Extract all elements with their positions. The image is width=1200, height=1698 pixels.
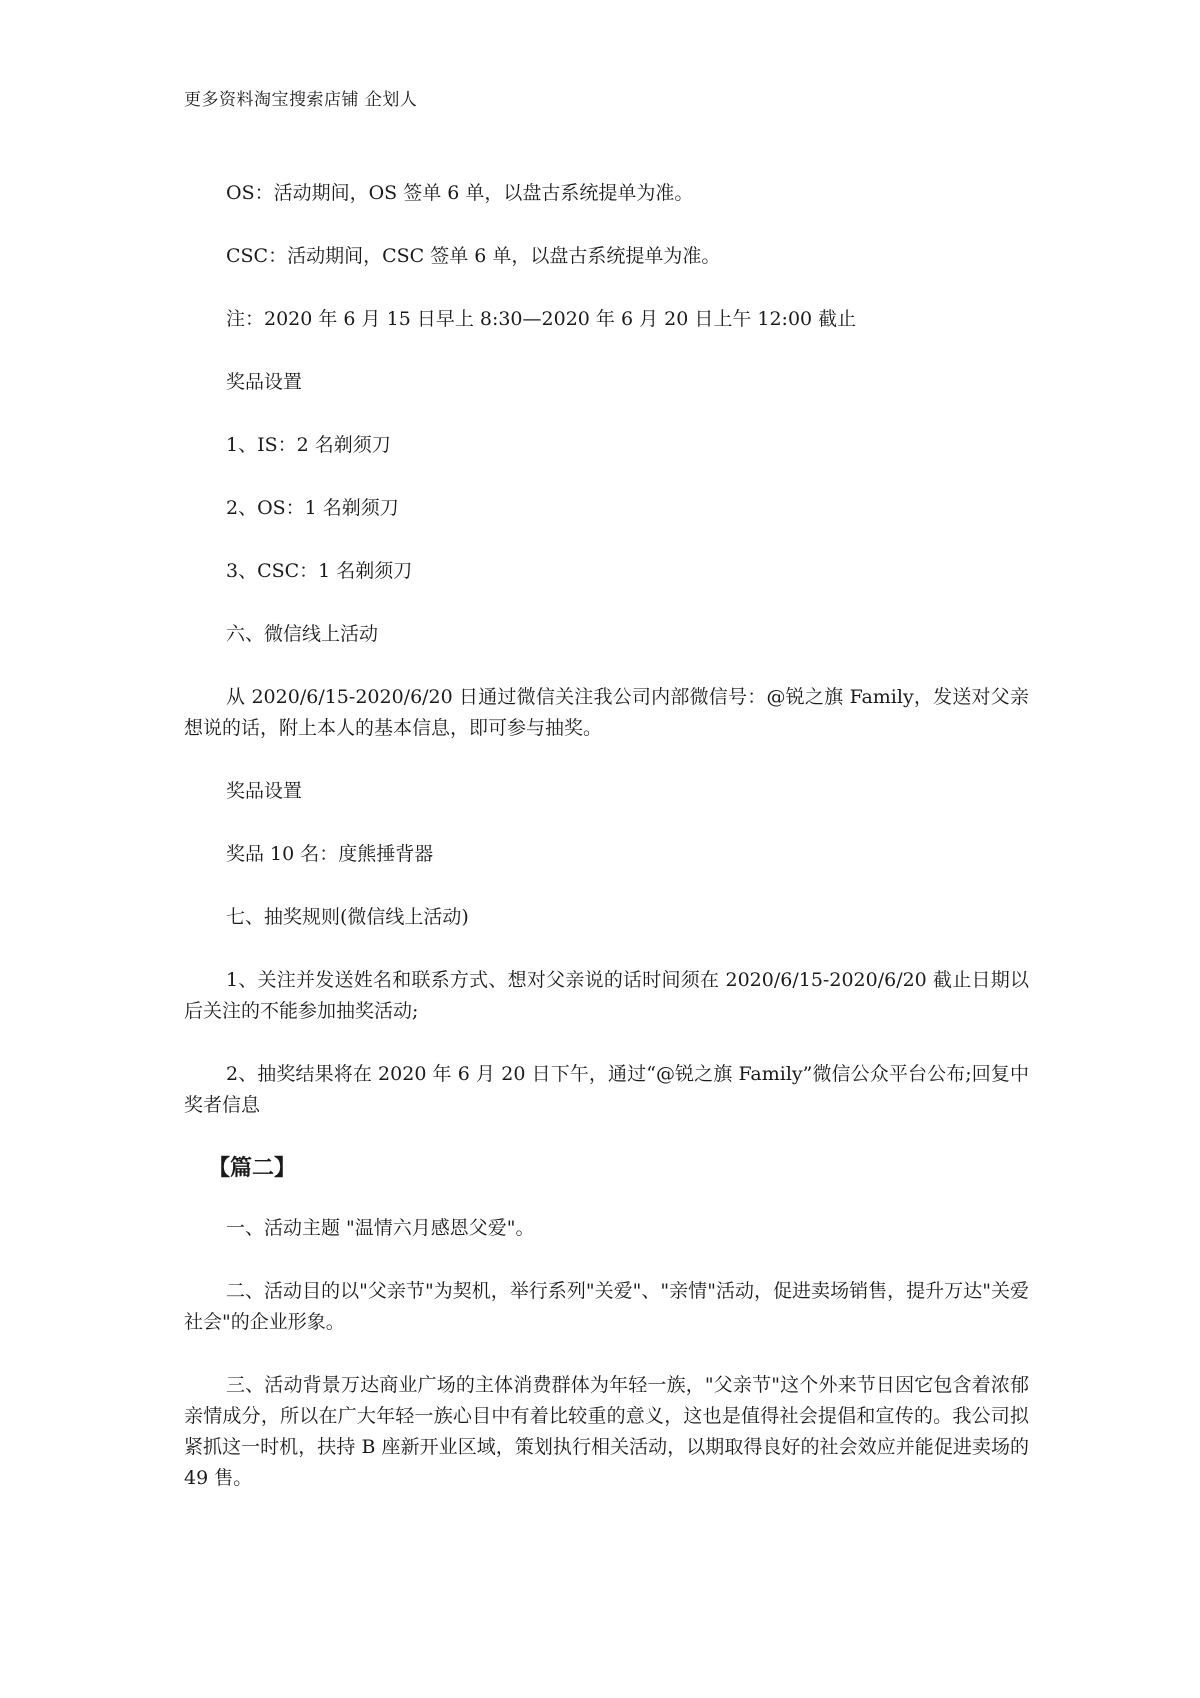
paragraph: 3、CSC：1 名剃须刀: [226, 560, 413, 582]
paragraph: OS：活动期间，OS 签单 6 单，以盘古系统提单为准。: [226, 182, 694, 204]
paragraph: 奖品设置: [226, 780, 303, 802]
page-header: 更多资料淘宝搜索店铺 企划人: [184, 90, 418, 110]
document-body: [184, 178, 1029, 1526]
paragraph: 七、抽奖规则(微信线上活动): [226, 906, 469, 928]
paragraph: 1、IS：2 名剃须刀: [226, 434, 391, 456]
paragraph: 奖品 10 名：度熊捶背器: [226, 843, 434, 865]
paragraph: 六、微信线上活动: [226, 623, 379, 645]
paragraph: 2、抽奖结果将在 2020 年 6 月 20 日下午，通过“@锐之旗 Family”微信公众平台公布;回复中奖者信息: [184, 1063, 1029, 1116]
paragraph: 奖品设置: [226, 371, 303, 393]
section-title: 【篇二】: [208, 1156, 297, 1181]
paragraph: 从 2020/6/15-2020/6/20 日通过微信关注我公司内部微信号：@锐之旗 Family，发送对父亲想说的话，附上本人的基本信息，即可参与抽奖。: [184, 686, 1029, 739]
paragraph: 一、活动主题 "温情六月感恩父爱"。: [226, 1217, 535, 1239]
paragraph: 2、OS：1 名剃须刀: [226, 497, 399, 519]
paragraph: 注：2020 年 6 月 15 日早上 8:30—2020 年 6 月 20 日上午 12:00 截止: [226, 308, 857, 330]
paragraph: 二、活动目的以"父亲节"为契机，举行系列"关爱"、"亲情"活动，促进卖场销售，提升万达"关爱社会"的企业形象。: [184, 1280, 1029, 1333]
paragraph: 三、活动背景万达商业广场的主体消费群体为年轻一族，"父亲节"这个外来节日因它包含着浓郁亲情成分，所以在广大年轻一族心目中有着比较重的意义，这也是值得社会提倡和宣传的。我公司拟紧抓这一时机，扶持 B 座新开业区域，策划执行相关活动，以期取得良好的社会效应并能促进卖场的 49 售。: [184, 1374, 1029, 1489]
paragraph: 1、关注并发送姓名和联系方式、想对父亲说的话时间须在 2020/6/15-2020/6/20 截止日期以后关注的不能参加抽奖活动;: [184, 969, 1029, 1022]
paragraph: CSC：活动期间，CSC 签单 6 单，以盘古系统提单为准。: [226, 245, 721, 267]
